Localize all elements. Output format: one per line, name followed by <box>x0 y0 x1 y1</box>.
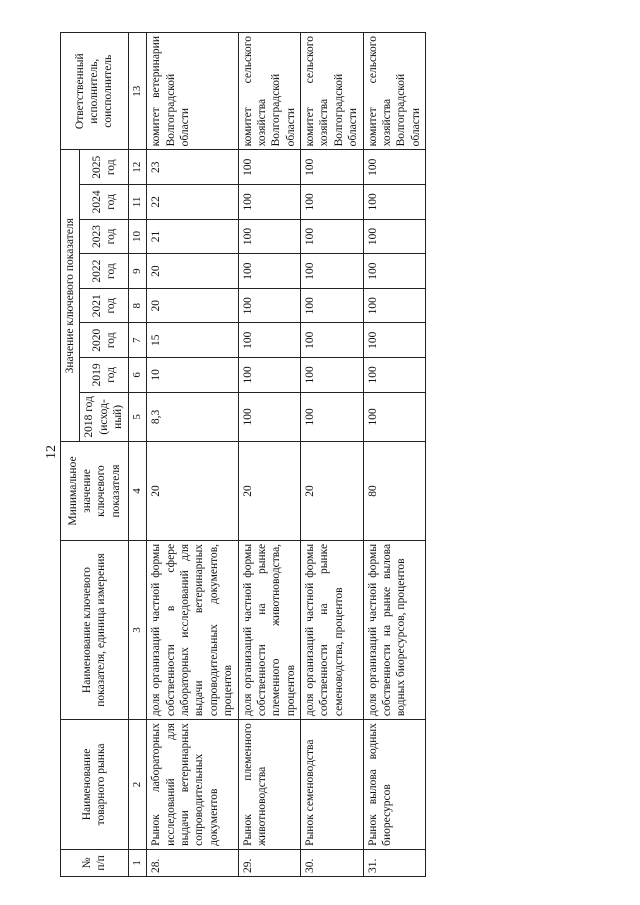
column-number-row <box>128 33 147 877</box>
row-year-value: 100 <box>301 254 364 289</box>
header-year: 2018 год (исход-ный) <box>80 392 128 441</box>
row-min-value: 20 <box>301 442 364 541</box>
row-year-value: 100 <box>363 392 426 441</box>
col-number: 11 <box>128 185 147 220</box>
col-number: 9 <box>128 254 147 289</box>
table-body <box>147 33 426 877</box>
table-row <box>147 33 238 877</box>
row-year-value: 23 <box>147 150 238 185</box>
header-year: 2020 год <box>80 323 128 358</box>
row-year-value: 100 <box>301 288 364 323</box>
row-number: 30. <box>301 849 364 876</box>
row-responsible: комитет ветеринарии Волгоградской области <box>147 33 238 150</box>
row-year-value: 100 <box>301 323 364 358</box>
row-year-value: 100 <box>238 392 301 441</box>
header-year: 2022 год <box>80 254 128 289</box>
table-row <box>301 33 364 877</box>
col-number: 8 <box>128 288 147 323</box>
row-market: Рынок вылова водных биоресурсов <box>363 720 426 850</box>
row-year-value: 100 <box>363 150 426 185</box>
row-indicator: доля организаций частной формы собственности в сфере лабораторных исследований для выдачи ветеринарных сопроводительных документов, процентов <box>147 540 238 719</box>
row-year-value: 100 <box>363 254 426 289</box>
row-market: Рынок лабораторных исследований для выдачи ветеринарных сопроводительных документов <box>147 720 238 850</box>
row-indicator: доля организаций частной формы собственности на рынке племенного животноводства, процентов <box>238 540 301 719</box>
header-year: 2025 год <box>80 150 128 185</box>
header-responsible: Ответственный исполнитель, соисполнитель <box>61 33 129 150</box>
row-market: Рынок семеноводства <box>301 720 364 850</box>
col-number: 4 <box>128 442 147 541</box>
col-number: 5 <box>128 392 147 441</box>
table-row <box>363 33 426 877</box>
header-min-value: Минимальное значение ключевого показателя <box>61 442 129 541</box>
row-indicator: доля организаций частной формы собственности на рынке вылова водных биоресурсов, процентов <box>363 540 426 719</box>
row-indicator: доля организаций частной формы собственности на рынке семеноводства, процентов <box>301 540 364 719</box>
header-value-group: Значение ключевого показателя <box>61 150 80 442</box>
row-number: 29. <box>238 849 301 876</box>
col-number: 3 <box>128 540 147 719</box>
row-year-value: 100 <box>363 323 426 358</box>
table-row <box>238 33 301 877</box>
row-year-value: 100 <box>363 219 426 254</box>
key-indicators-table <box>60 32 426 877</box>
col-number: 6 <box>128 358 147 393</box>
row-year-value: 8,3 <box>147 392 238 441</box>
header-year: 2021 год <box>80 288 128 323</box>
row-year-value: 20 <box>147 254 238 289</box>
row-year-value: 20 <box>147 288 238 323</box>
row-year-value: 100 <box>238 288 301 323</box>
row-year-value: 21 <box>147 219 238 254</box>
row-year-value: 100 <box>363 185 426 220</box>
row-number: 28. <box>147 849 238 876</box>
row-market: Рынок племенного животноводства <box>238 720 301 850</box>
row-year-value: 15 <box>147 323 238 358</box>
col-number: 13 <box>128 33 147 150</box>
header-year: 2024 год <box>80 185 128 220</box>
row-year-value: 100 <box>238 323 301 358</box>
row-min-value: 80 <box>363 442 426 541</box>
row-year-value: 100 <box>301 150 364 185</box>
row-year-value: 100 <box>238 219 301 254</box>
header-market: Наименование товарного рынка <box>61 720 129 850</box>
rotated-table-wrapper <box>60 32 630 877</box>
col-number: 2 <box>128 720 147 850</box>
row-year-value: 100 <box>363 288 426 323</box>
col-number: 12 <box>128 150 147 185</box>
row-year-value: 100 <box>238 254 301 289</box>
row-responsible: комитет сельского хозяйства Волгоградской области <box>301 33 364 150</box>
row-responsible: комитет сельского хозяйства Волгоградской области <box>363 33 426 150</box>
col-number: 7 <box>128 323 147 358</box>
row-year-value: 100 <box>238 358 301 393</box>
row-year-value: 100 <box>238 185 301 220</box>
col-number: 1 <box>128 849 147 876</box>
row-year-value: 100 <box>301 219 364 254</box>
header-no: № п/п <box>61 849 129 876</box>
row-year-value: 100 <box>363 358 426 393</box>
row-min-value: 20 <box>147 442 238 541</box>
header-indicator: Наименование ключевого показателя, единица измерения <box>61 540 129 719</box>
col-number: 10 <box>128 219 147 254</box>
row-year-value: 100 <box>301 185 364 220</box>
row-year-value: 100 <box>301 392 364 441</box>
row-number: 31. <box>363 849 426 876</box>
row-year-value: 100 <box>301 358 364 393</box>
row-year-value: 100 <box>238 150 301 185</box>
header-year: 2019 год <box>80 358 128 393</box>
row-year-value: 22 <box>147 185 238 220</box>
row-responsible: комитет сельского хозяйства Волгоградской области <box>238 33 301 150</box>
row-year-value: 10 <box>147 358 238 393</box>
page-number: 12 <box>44 445 59 459</box>
row-min-value: 20 <box>238 442 301 541</box>
header-year: 2023 год <box>80 219 128 254</box>
